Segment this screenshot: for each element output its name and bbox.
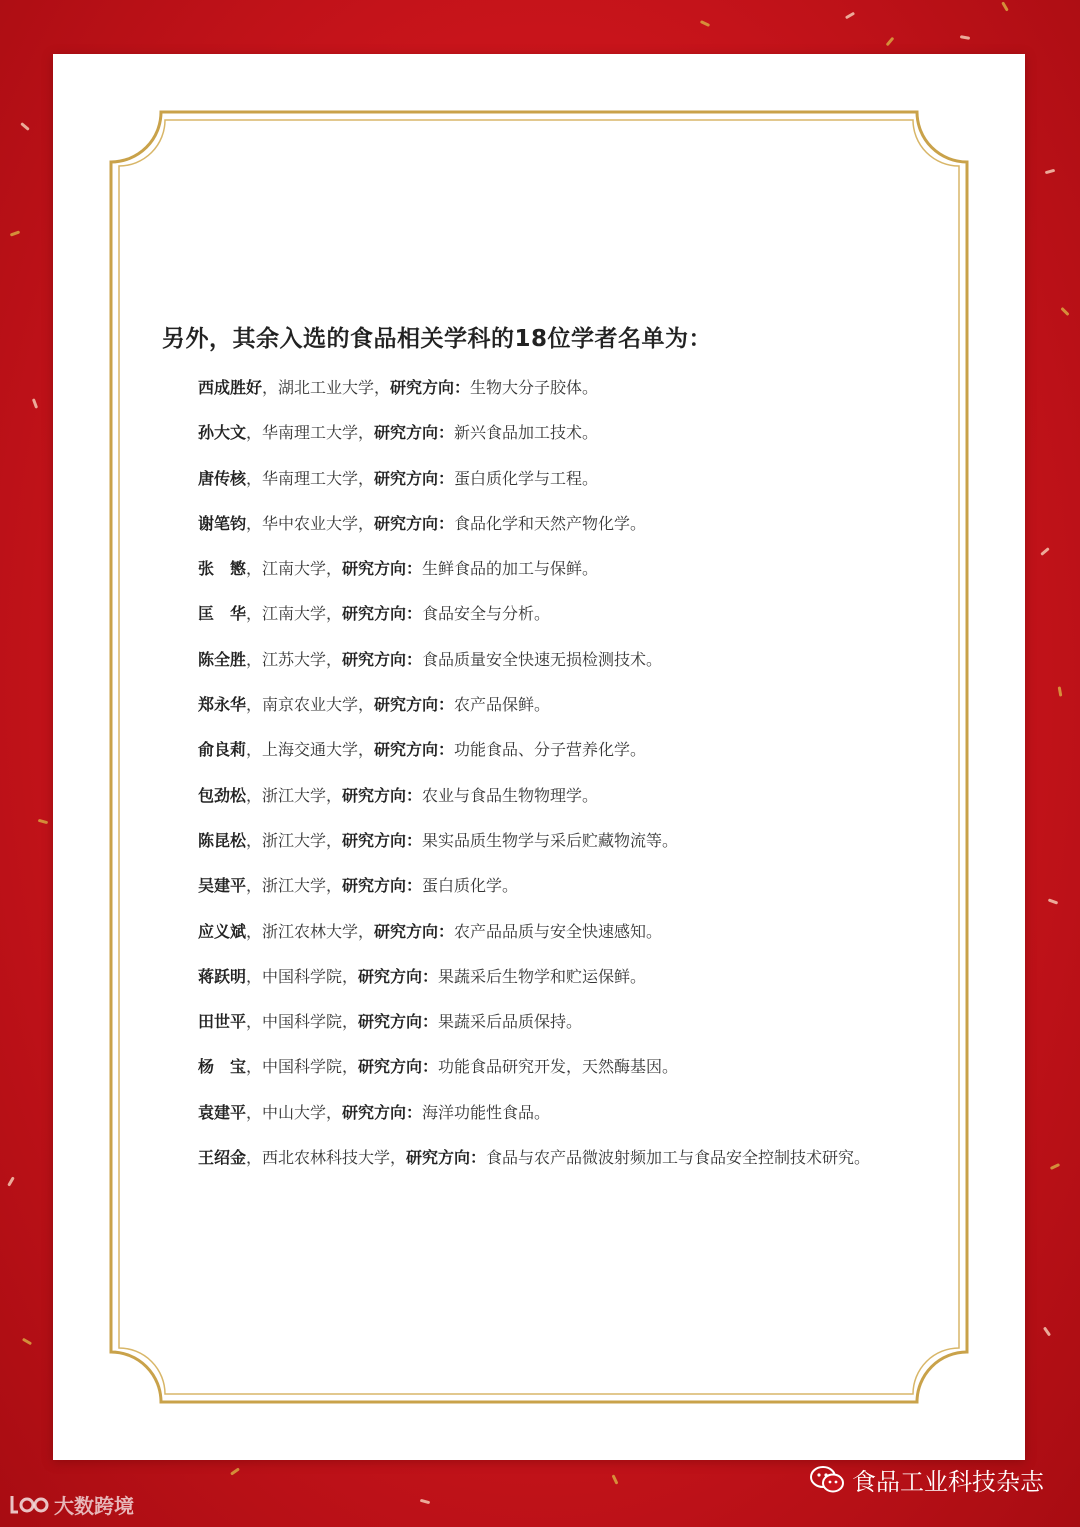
confetti: [38, 819, 48, 824]
scholar-entry: [198, 1007, 942, 1052]
research-field: 生物大分子胶体。: [470, 378, 599, 397]
confetti: [845, 12, 855, 20]
scholar-institution: ，南京农业大学，: [246, 695, 375, 715]
scholar-institution: ，华中农业大学，: [246, 513, 375, 533]
research-field: 海洋功能性食品。: [422, 1102, 551, 1122]
confetti: [20, 122, 30, 131]
scholar-entry: [198, 690, 942, 735]
scholar-entry: [198, 1052, 942, 1097]
research-field: 功能食品研究开发，天然酶基因。: [438, 1057, 679, 1077]
confetti: [1048, 898, 1058, 904]
field-label: 研究方向：: [342, 649, 423, 669]
field-label: 研究方向：: [342, 785, 423, 805]
wechat-icon: [810, 1465, 844, 1495]
scholar-name: 蒋跃明: [198, 966, 247, 986]
scholar-list: [162, 373, 942, 1188]
scholar-entry: [198, 1098, 942, 1143]
field-label: 研究方向：: [358, 1057, 439, 1077]
footer: [0, 1460, 1080, 1527]
field-label: 研究方向：: [374, 740, 455, 760]
scholar-institution: ，中国科学院，: [246, 1012, 359, 1032]
scholar-institution: ，江苏大学，: [246, 649, 343, 669]
scholar-name: 陈全胜: [198, 649, 247, 669]
scholar-name: 陈昆松: [198, 830, 247, 850]
confetti: [1045, 169, 1055, 174]
scholar-name: 袁建平: [198, 1102, 247, 1122]
scholar-entry: [198, 735, 942, 780]
confetti: [22, 1338, 32, 1346]
confetti: [886, 37, 895, 47]
research-field: 农业与食品生物物理学。: [422, 785, 599, 805]
scholar-name: 张 慜: [198, 559, 247, 579]
logo-icon: [8, 1492, 50, 1518]
confetti: [1043, 1327, 1051, 1337]
scholar-institution: ，湖北工业大学，: [262, 378, 391, 397]
scholar-institution: ，浙江大学，: [246, 785, 343, 805]
research-field: 食品安全与分析。: [422, 604, 551, 624]
certificate-paper: [53, 54, 1025, 1460]
field-label: 研究方向：: [390, 378, 471, 397]
scholar-entry: [198, 917, 942, 962]
scholar-name: 吴建平: [198, 876, 247, 896]
scholar-institution: ，中国科学院，: [246, 966, 359, 986]
research-field: 食品化学和天然产物化学。: [454, 513, 647, 533]
scholar-entry: [198, 1143, 942, 1188]
confetti: [32, 398, 38, 408]
confetti: [960, 35, 970, 40]
scholar-institution: ，浙江农林大学，: [246, 921, 375, 941]
wechat-account-name: 食品工业科技杂志: [852, 1468, 1044, 1496]
scholar-entry: [198, 962, 942, 1007]
scholar-section: [162, 320, 942, 1188]
confetti: [1050, 1163, 1060, 1170]
confetti: [10, 230, 20, 236]
scholar-name: 杨 宝: [198, 1057, 247, 1077]
field-label: 研究方向：: [374, 921, 455, 941]
scholar-entry: [198, 826, 942, 871]
section-heading: 另外，其余入选的食品相关学科的18位学者名单为：: [162, 326, 713, 352]
research-field: 果实品质生物学与采后贮藏物流等。: [422, 830, 679, 850]
scholar-institution: ，华南理工大学，: [246, 423, 375, 443]
confetti: [1001, 1, 1009, 11]
scholar-name: 唐传核: [198, 468, 247, 488]
scholar-institution: ，西北农林科技大学，: [246, 1148, 407, 1168]
scholar-entry: [198, 373, 942, 418]
scholar-institution: ，江南大学，: [246, 604, 343, 624]
watermark-text: 大数跨境: [54, 1494, 134, 1518]
scholar-name: 西成胜好: [198, 378, 263, 397]
field-label: 研究方向：: [342, 1102, 423, 1122]
field-label: 研究方向：: [374, 468, 455, 488]
scholar-name: 包劲松: [198, 785, 247, 805]
scholar-name: 郑永华: [198, 695, 247, 715]
research-field: 蛋白质化学与工程。: [454, 468, 599, 488]
confetti: [7, 1176, 15, 1186]
confetti: [1040, 547, 1050, 556]
scholar-entry: [198, 871, 942, 916]
confetti: [1060, 307, 1069, 316]
research-field: 食品与农产品微波射频加工与食品安全控制技术研究。: [486, 1148, 871, 1168]
scholar-name: 应义斌: [198, 921, 247, 941]
scholar-name: 谢笔钧: [198, 513, 247, 533]
scholar-entry: [198, 509, 942, 554]
scholar-entry: [198, 599, 942, 644]
scholar-institution: ，江南大学，: [246, 559, 343, 579]
field-label: 研究方向：: [342, 604, 423, 624]
scholar-institution: ，华南理工大学，: [246, 468, 375, 488]
field-label: 研究方向：: [358, 966, 439, 986]
scholar-institution: ，浙江大学，: [246, 876, 343, 896]
scholar-institution: ，浙江大学，: [246, 830, 343, 850]
field-label: 研究方向：: [406, 1148, 487, 1168]
scholar-entry: [198, 418, 942, 463]
scholar-entry: [198, 781, 942, 826]
field-label: 研究方向：: [358, 1012, 439, 1032]
field-label: 研究方向：: [374, 513, 455, 533]
research-field: 果蔬采后生物学和贮运保鲜。: [438, 966, 647, 986]
scholar-name: 俞良莉: [198, 740, 247, 760]
scholar-entry: [198, 645, 942, 690]
scholar-name: 孙大文: [198, 423, 247, 443]
field-label: 研究方向：: [374, 423, 455, 443]
research-field: 新兴食品加工技术。: [454, 423, 599, 443]
watermark: [8, 1490, 134, 1519]
scholar-entry: [198, 464, 942, 509]
confetti: [1058, 686, 1063, 696]
field-label: 研究方向：: [342, 559, 423, 579]
scholar-name: 王绍金: [198, 1148, 247, 1168]
research-field: 生鲜食品的加工与保鲜。: [422, 559, 599, 579]
field-label: 研究方向：: [342, 876, 423, 896]
confetti: [700, 20, 710, 27]
research-field: 蛋白质化学。: [422, 876, 519, 896]
research-field: 农产品保鲜。: [454, 695, 551, 715]
scholar-name: 田世平: [198, 1012, 247, 1032]
field-label: 研究方向：: [342, 830, 423, 850]
scholar-name: 匡 华: [198, 604, 247, 624]
research-field: 食品质量安全快速无损检测技术。: [422, 649, 663, 669]
scholar-institution: ，中国科学院，: [246, 1057, 359, 1077]
scholar-institution: ，中山大学，: [246, 1102, 343, 1122]
wechat-account-brand: [810, 1462, 1044, 1497]
research-field: 农产品品质与安全快速感知。: [454, 921, 663, 941]
field-label: 研究方向：: [374, 695, 455, 715]
research-field: 果蔬采后品质保持。: [438, 1012, 583, 1032]
research-field: 功能食品、分子营养化学。: [454, 740, 647, 760]
scholar-institution: ，上海交通大学，: [246, 740, 375, 760]
scholar-entry: [198, 554, 942, 599]
